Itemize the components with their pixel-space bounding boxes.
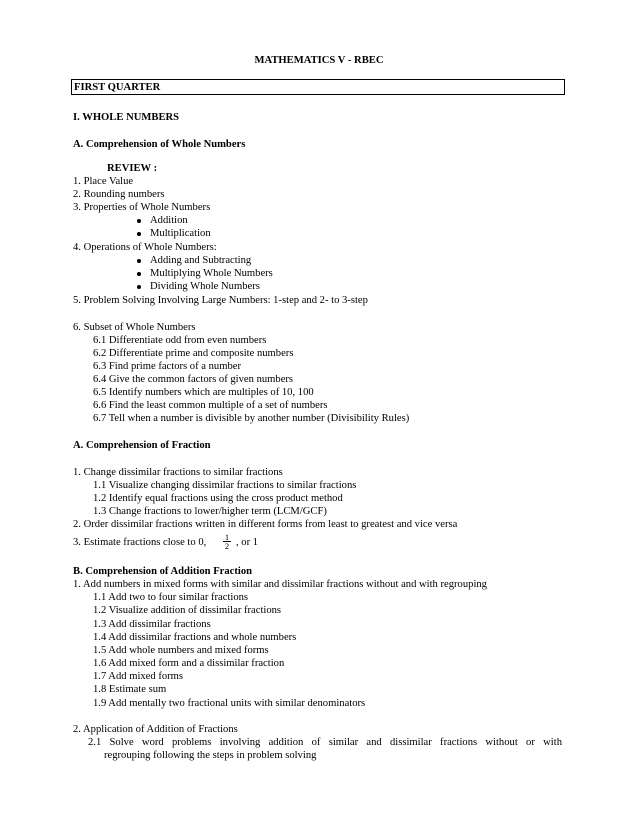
sub-item: 1.9 Add mentally two fractional units with similar denominators xyxy=(93,698,366,709)
sub-item: 1.6 Add mixed form and a dissimilar fraction xyxy=(93,658,285,669)
page-title: MATHEMATICS V - RBEC xyxy=(254,55,384,66)
list-item: 5. Problem Solving Involving Large Numbers: 1-step and 2- to 3-step xyxy=(73,295,368,306)
bullet-item: Multiplication xyxy=(150,228,211,239)
bullet-icon xyxy=(137,259,141,263)
bullet-icon xyxy=(137,219,141,223)
fraction-one-half xyxy=(222,533,232,550)
sub-item: 6.3 Find prime factors of a number xyxy=(93,361,241,372)
sub-item: 1.1 Visualize changing dissimilar fractions to similar fractions xyxy=(93,480,357,491)
sub-item: 6.2 Differentiate prime and composite numbers xyxy=(93,348,294,359)
bullet-item: Addition xyxy=(150,215,188,226)
bullet-icon xyxy=(137,285,141,289)
fraction-numerator: 1 xyxy=(224,532,230,542)
sub-item: 6.4 Give the common factors of given numbers xyxy=(93,374,294,385)
bullet-item: Multiplying Whole Numbers xyxy=(150,268,273,279)
list-item: 1. Place Value xyxy=(73,176,134,187)
sub-item: 1.1 Add two to four similar fractions xyxy=(93,592,249,603)
sub-item: 1.2 Identify equal fractions using the cross product method xyxy=(93,493,343,504)
bullet-item: Dividing Whole Numbers xyxy=(150,281,260,292)
sub-item: 2.1 Solve word problems involving addition of similar and dissimilar fractions without or with xyxy=(88,737,562,748)
section-heading: A. Comprehension of Fraction xyxy=(73,440,211,451)
bullet-icon xyxy=(137,272,141,276)
sub-item: 1.4 Add dissimilar fractions and whole numbers xyxy=(93,632,297,643)
list-item-estimate: 3. Estimate fractions close to 0, xyxy=(73,537,207,548)
sub-item: 1.8 Estimate sum xyxy=(93,684,167,695)
list-item: 2. Order dissimilar fractions written in different forms from least to greatest and vice versa xyxy=(73,519,458,530)
sub-item: 6.6 Find the least common multiple of a set of numbers xyxy=(93,400,328,411)
quarter-header-box xyxy=(71,79,565,95)
bullet-item: Adding and Subtracting xyxy=(150,255,252,266)
sub-item: 1.3 Add dissimilar fractions xyxy=(93,619,211,630)
list-item: 2. Application of Addition of Fractions xyxy=(73,724,238,735)
list-item: 6. Subset of Whole Numbers xyxy=(73,322,196,333)
list-item: 2. Rounding numbers xyxy=(73,189,165,200)
list-item: 1. Add numbers in mixed forms with similar and dissimilar fractions without and with regrouping xyxy=(73,579,487,590)
section-heading: A. Comprehension of Whole Numbers xyxy=(73,139,246,150)
sub-item: 1.5 Add whole numbers and mixed forms xyxy=(93,645,269,656)
sub-item-continuation: regrouping following the steps in problem solving xyxy=(104,750,317,761)
fraction-denominator: 2 xyxy=(224,541,230,551)
review-label: REVIEW : xyxy=(107,163,158,174)
section-heading: B. Comprehension of Addition Fraction xyxy=(73,566,253,577)
sub-item: 1.7 Add mixed forms xyxy=(93,671,184,682)
list-item-suffix: , or 1 xyxy=(236,537,259,548)
sub-item: 6.7 Tell when a number is divisible by another number (Divisibility Rules) xyxy=(93,413,410,424)
sub-item: 6.1 Differentiate odd from even numbers xyxy=(93,335,267,346)
unit-heading: I. WHOLE NUMBERS xyxy=(73,112,180,123)
list-item: 3. Properties of Whole Numbers xyxy=(73,202,211,213)
sub-item: 1.3 Change fractions to lower/higher term (LCM/GCF) xyxy=(93,506,327,517)
sub-item: 1.2 Visualize addition of dissimilar fractions xyxy=(93,605,282,616)
sub-item: 6.5 Identify numbers which are multiples of 10, 100 xyxy=(93,387,314,398)
bullet-icon xyxy=(137,232,141,236)
quarter-label: FIRST QUARTER xyxy=(74,82,161,93)
list-item: 1. Change dissimilar fractions to similar fractions xyxy=(73,467,283,478)
list-item: 4. Operations of Whole Numbers: xyxy=(73,242,217,253)
